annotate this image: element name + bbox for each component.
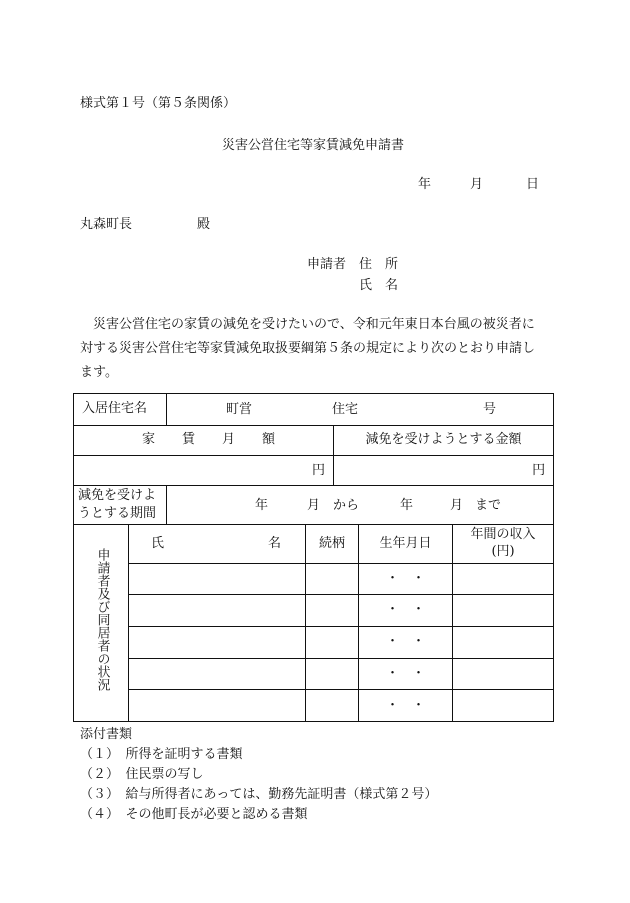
residence-row — [74, 394, 554, 426]
rent-char: 家 — [142, 432, 156, 448]
household-name-field[interactable] — [129, 626, 306, 658]
household-income-field[interactable] — [453, 658, 554, 690]
body-line: 災害公営住宅の家賃の減免を受けたいので、令和元年東日本台風の被災者に — [93, 317, 535, 332]
household-row — [74, 563, 554, 595]
household-name-field[interactable] — [129, 563, 306, 595]
col-name-char: 名 — [268, 535, 282, 551]
col-relation-header: 続柄 — [306, 524, 359, 563]
col-name-header — [129, 524, 306, 563]
date-year: 年 — [418, 177, 432, 192]
housing-text: 住宅 — [332, 402, 359, 417]
residence-label: 入居住宅名 — [74, 394, 167, 426]
rent-char: 額 — [262, 432, 276, 448]
household-row — [74, 595, 554, 627]
period-label-line: 減免を受けよ — [78, 487, 157, 503]
period-field[interactable] — [167, 485, 554, 524]
period-row — [74, 485, 554, 524]
household-relation-field[interactable] — [306, 690, 359, 722]
period-from: から — [333, 497, 360, 513]
applicant-label: 申請者 — [307, 257, 347, 272]
household-relation-field[interactable] — [306, 563, 359, 595]
household-relation-field[interactable] — [306, 626, 359, 658]
attachment-item: （１） 所得を証明する書類 — [80, 747, 243, 762]
form-number: 様式第１号（第５条関係） — [80, 96, 237, 111]
col-birth-header: 生年月日 — [359, 524, 453, 563]
attachments-heading: 添付書類 — [80, 727, 133, 742]
rent-monthly-label — [74, 425, 334, 456]
household-name-field[interactable] — [129, 595, 306, 627]
attachment-item: （４） その他町長が必要と認める書類 — [80, 807, 308, 822]
household-name-field[interactable] — [129, 658, 306, 690]
addressee-honorific: 殿 — [197, 217, 211, 232]
period-label — [74, 485, 167, 524]
number-text: 号 — [483, 402, 497, 417]
household-relation-field[interactable] — [306, 595, 359, 627]
household-birth-field[interactable]: ・ ・ — [359, 690, 453, 722]
period-month-2: 月 — [450, 497, 464, 513]
reduction-amount-label: 減免を受けようとする金額 — [334, 425, 554, 456]
rent-char: 月 — [222, 432, 236, 448]
period-year-1: 年 — [255, 497, 269, 513]
rent-value-row — [74, 456, 554, 486]
household-birth-field[interactable]: ・ ・ — [359, 658, 453, 690]
col-income-line: 年間の収入 — [470, 527, 536, 543]
household-income-field[interactable] — [453, 626, 554, 658]
household-birth-field[interactable]: ・ ・ — [359, 626, 453, 658]
residence-field[interactable] — [167, 394, 554, 426]
period-until: まで — [475, 497, 502, 513]
household-label: 申請者及び同居者の状況 — [94, 548, 110, 692]
period-year-2: 年 — [400, 497, 414, 513]
household-label-cell — [74, 524, 129, 721]
period-label-line: うとする期間 — [78, 505, 157, 521]
household-row — [74, 626, 554, 658]
household-income-field[interactable] — [453, 563, 554, 595]
rent-yen: 円 — [312, 462, 326, 478]
rent-char: 賃 — [182, 432, 196, 448]
applicant-address-label: 住 所 — [359, 257, 399, 272]
household-income-field[interactable] — [453, 595, 554, 627]
household-relation-field[interactable] — [306, 658, 359, 690]
reduction-yen: 円 — [532, 462, 546, 478]
rent-monthly-field[interactable] — [74, 456, 334, 486]
rent-header-row — [74, 425, 554, 456]
attachment-item: （２） 住民票の写し — [80, 767, 204, 782]
attachment-item: （３） 給与所得者にあっては、勤務先証明書（様式第２号） — [80, 787, 438, 802]
town-estate-text: 町営 — [226, 402, 253, 417]
applicant-name-label: 氏 名 — [359, 278, 399, 293]
document-title: 災害公営住宅等家賃減免申請書 — [222, 138, 405, 153]
household-header-row — [74, 524, 554, 563]
household-row — [74, 658, 554, 690]
addressee-name: 丸森町長 — [80, 217, 133, 232]
household-row — [74, 690, 554, 722]
reduction-amount-field[interactable] — [334, 456, 554, 486]
col-name-char: 氏 — [151, 535, 165, 551]
col-income-header — [453, 524, 554, 563]
household-income-field[interactable] — [453, 690, 554, 722]
household-birth-field[interactable]: ・ ・ — [359, 563, 453, 595]
body-line: ます。 — [80, 365, 118, 380]
period-month-1: 月 — [307, 497, 321, 513]
household-name-field[interactable] — [129, 690, 306, 722]
application-table — [73, 393, 554, 722]
household-birth-field[interactable]: ・ ・ — [359, 595, 453, 627]
date-day: 日 — [526, 177, 540, 192]
body-paragraph — [80, 313, 560, 385]
date-month: 月 — [470, 177, 484, 192]
body-line: 対する災害公営住宅等家賃減免取扱要綱第５条の規定により次のとおり申請し — [80, 341, 536, 356]
col-income-line: (円) — [491, 543, 515, 559]
